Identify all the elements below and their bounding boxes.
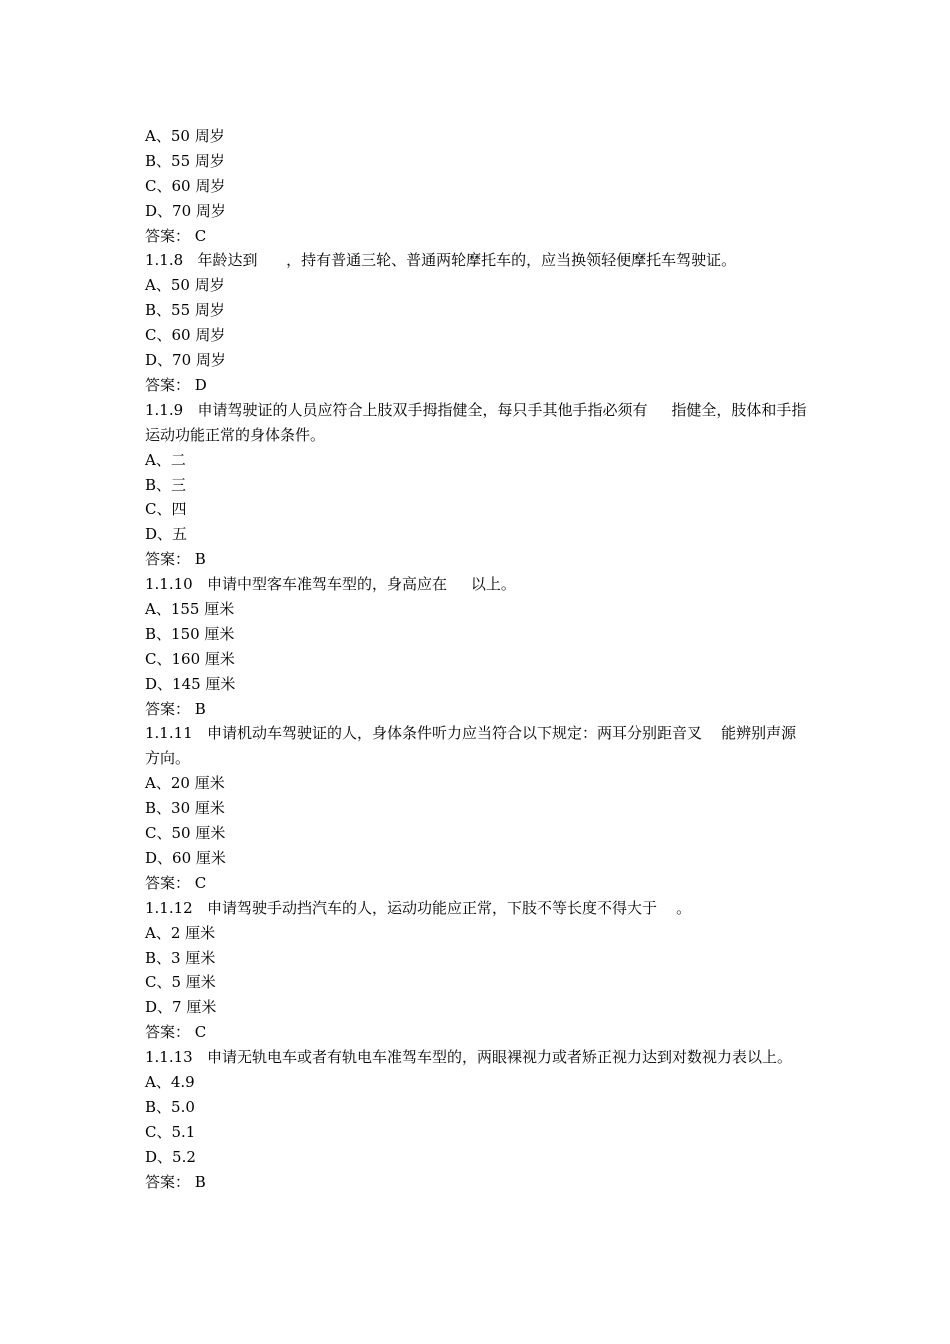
option-c: C、5.1 bbox=[145, 1122, 196, 1141]
question-line bbox=[145, 1045, 810, 1070]
option-c: C、60 周岁 bbox=[145, 326, 226, 345]
option-a: A、50 周岁 bbox=[145, 276, 225, 295]
question-line bbox=[145, 398, 810, 448]
option-d: D、145 厘米 bbox=[145, 674, 236, 693]
option-b: B、三 bbox=[145, 475, 187, 494]
question-text: 申请机动车驾驶证的人，身体条件听力应当符合以下规定：两耳分别距音叉 能辨别声源方向。 bbox=[145, 724, 797, 768]
option-b: B、30 厘米 bbox=[145, 799, 225, 818]
question-block bbox=[145, 398, 810, 572]
option-a: A、二 bbox=[145, 450, 186, 469]
question-block bbox=[145, 248, 810, 397]
question-block bbox=[145, 1045, 810, 1194]
option-a: A、4.9 bbox=[145, 1072, 195, 1091]
option-a: A、155 厘米 bbox=[145, 599, 235, 618]
question-text: 年龄达到 ，持有普通三轮、普通两轮摩托车的，应当换领轻便摩托车驾驶证。 bbox=[197, 251, 737, 270]
option-c: C、5 厘米 bbox=[145, 973, 216, 992]
option-a: A、20 厘米 bbox=[145, 774, 225, 793]
question-text: 申请中型客车准驾车型的，身高应在 以上。 bbox=[207, 575, 516, 594]
question-line bbox=[145, 896, 810, 921]
option-d: D、5.2 bbox=[145, 1147, 196, 1166]
question-number: 1.1.9 bbox=[145, 400, 184, 419]
option-c: C、50 厘米 bbox=[145, 824, 226, 843]
option-a: A、50 周岁 bbox=[145, 127, 225, 145]
answer-line: 答案： C bbox=[145, 873, 207, 892]
question-text: 申请驾驶证的人员应符合上肢双手拇指健全，每只手其他手指必须有 指健全，肢体和手指运动功能正常的身体条件。 bbox=[145, 400, 807, 444]
question-number: 1.1.10 bbox=[145, 575, 193, 594]
option-b: B、55 周岁 bbox=[145, 151, 225, 170]
question-line bbox=[145, 721, 810, 771]
answer-line: 答案： C bbox=[145, 226, 207, 245]
option-b: B、5.0 bbox=[145, 1097, 195, 1116]
option-d: D、7 厘米 bbox=[145, 998, 217, 1017]
question-block bbox=[145, 124, 810, 248]
option-b: B、55 周岁 bbox=[145, 301, 225, 320]
option-a: A、2 厘米 bbox=[145, 923, 216, 942]
question-line bbox=[145, 572, 810, 597]
option-d: D、60 厘米 bbox=[145, 848, 226, 867]
question-block bbox=[145, 572, 810, 721]
answer-line: 答案： B bbox=[145, 699, 206, 718]
question-number: 1.1.8 bbox=[145, 251, 184, 270]
question-number: 1.1.12 bbox=[145, 898, 193, 917]
option-d: D、70 周岁 bbox=[145, 201, 226, 220]
question-text: 申请无轨电车或者有轨电车准驾车型的，两眼裸视力或者矫正视力达到对数视力表以上。 bbox=[207, 1048, 793, 1067]
answer-line: 答案： B bbox=[145, 550, 206, 569]
question-number: 1.1.11 bbox=[145, 724, 193, 743]
question-block bbox=[145, 721, 810, 895]
answer-line: 答案： D bbox=[145, 375, 207, 394]
answer-line: 答案： C bbox=[145, 1023, 207, 1042]
question-number: 1.1.13 bbox=[145, 1048, 193, 1067]
option-c: C、60 周岁 bbox=[145, 176, 226, 195]
question-block bbox=[145, 896, 810, 1045]
answer-line: 答案： B bbox=[145, 1172, 206, 1191]
option-c: C、四 bbox=[145, 500, 187, 519]
question-line bbox=[145, 248, 810, 273]
option-d: D、五 bbox=[145, 525, 188, 544]
option-b: B、3 厘米 bbox=[145, 948, 216, 967]
question-text: 申请驾驶手动挡汽车的人，运动功能应正常，下肢不等长度不得大于 。 bbox=[207, 898, 692, 917]
option-b: B、150 厘米 bbox=[145, 624, 235, 643]
document-page bbox=[145, 124, 810, 1194]
option-d: D、70 周岁 bbox=[145, 351, 226, 370]
option-c: C、160 厘米 bbox=[145, 649, 235, 668]
